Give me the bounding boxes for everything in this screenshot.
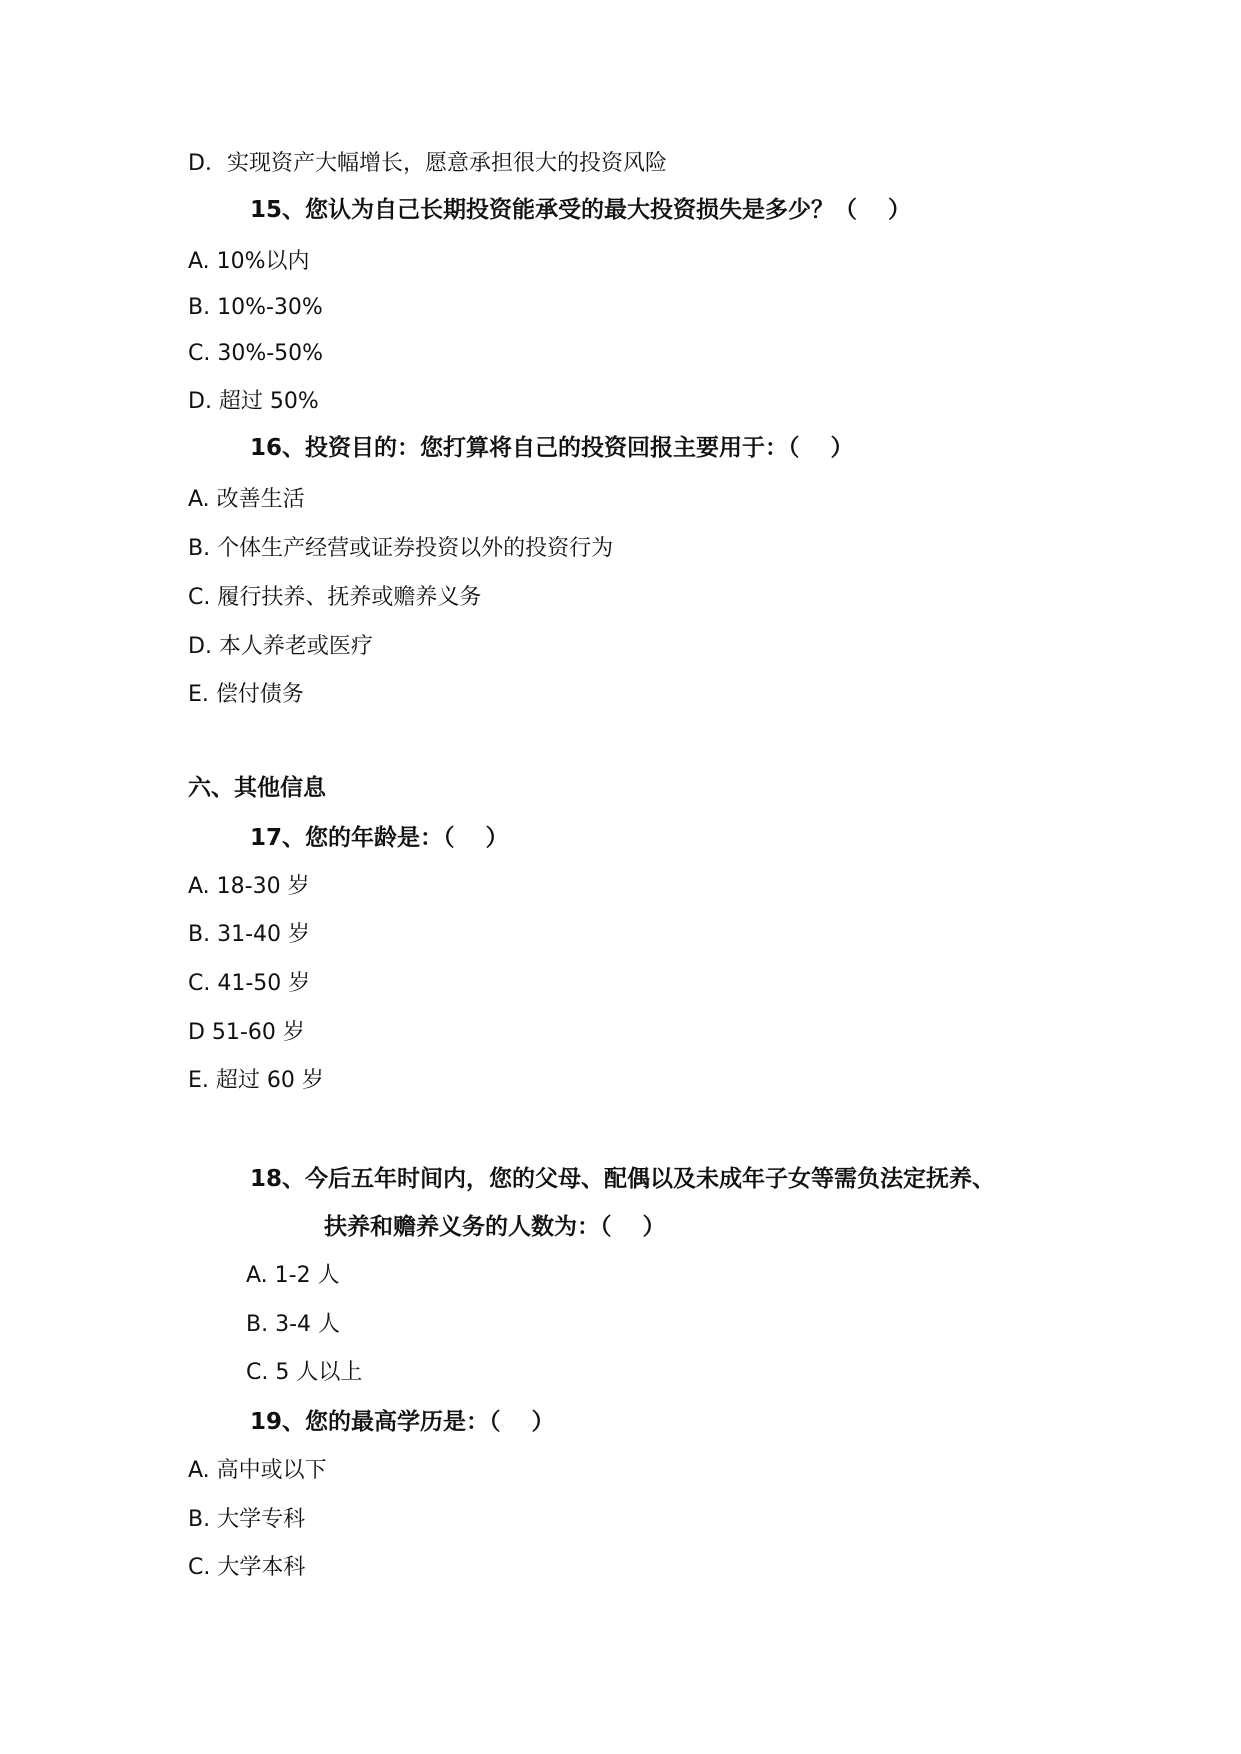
q19-option-c: C. 大学本科 xyxy=(188,1555,306,1580)
q18-option-a: A. 1-2 人 xyxy=(246,1263,340,1288)
q16-option-e: E. 偿付债务 xyxy=(188,682,304,707)
q16-option-d: D. 本人养老或医疗 xyxy=(188,634,373,659)
q18-option-b: B. 3-4 人 xyxy=(246,1312,341,1337)
q17-option-b: B. 31-40 岁 xyxy=(188,922,310,947)
q14-option-d: D．实现资产大幅增长，愿意承担很大的投资风险 xyxy=(188,151,667,176)
q19-title: 19、您的最高学历是：（ ） xyxy=(250,1409,555,1435)
section-title: 六、其他信息 xyxy=(188,775,326,801)
q17-option-a: A. 18-30 岁 xyxy=(188,874,310,899)
q17-option-e: E. 超过 60 岁 xyxy=(188,1068,324,1093)
q15-option-c: C. 30%-50% xyxy=(188,341,324,366)
q18-option-c: C. 5 人以上 xyxy=(246,1360,363,1385)
q15-option-d: D. 超过 50% xyxy=(188,389,319,414)
q19-option-a: A. 高中或以下 xyxy=(188,1458,327,1483)
q15-option-b: B. 10%-30% xyxy=(188,295,323,320)
q18-title-line1: 18、今后五年时间内，您的父母、配偶以及未成年子女等需负法定抚养、 xyxy=(250,1166,996,1192)
q19-option-b: B. 大学专科 xyxy=(188,1507,306,1532)
q16-option-a: A. 改善生活 xyxy=(188,487,305,512)
q16-title: 16、投资目的：您打算将自己的投资回报主要用于：（ ） xyxy=(250,435,854,461)
q16-option-b: B. 个体生产经营或证券投资以外的投资行为 xyxy=(188,536,614,561)
q15-title: 15、您认为自己长期投资能承受的最大投资损失是多少？（ ） xyxy=(250,197,912,223)
q18-title-line2: 扶养和赡养义务的人数为：（ ） xyxy=(324,1214,666,1240)
q17-title: 17、您的年龄是：（ ） xyxy=(250,825,509,851)
q15-option-a: A. 10%以内 xyxy=(188,249,310,274)
q17-option-c: C. 41-50 岁 xyxy=(188,971,311,996)
q17-option-d: D 51-60 岁 xyxy=(188,1020,305,1045)
q16-option-c: C. 履行扶养、抚养或赡养义务 xyxy=(188,585,482,610)
